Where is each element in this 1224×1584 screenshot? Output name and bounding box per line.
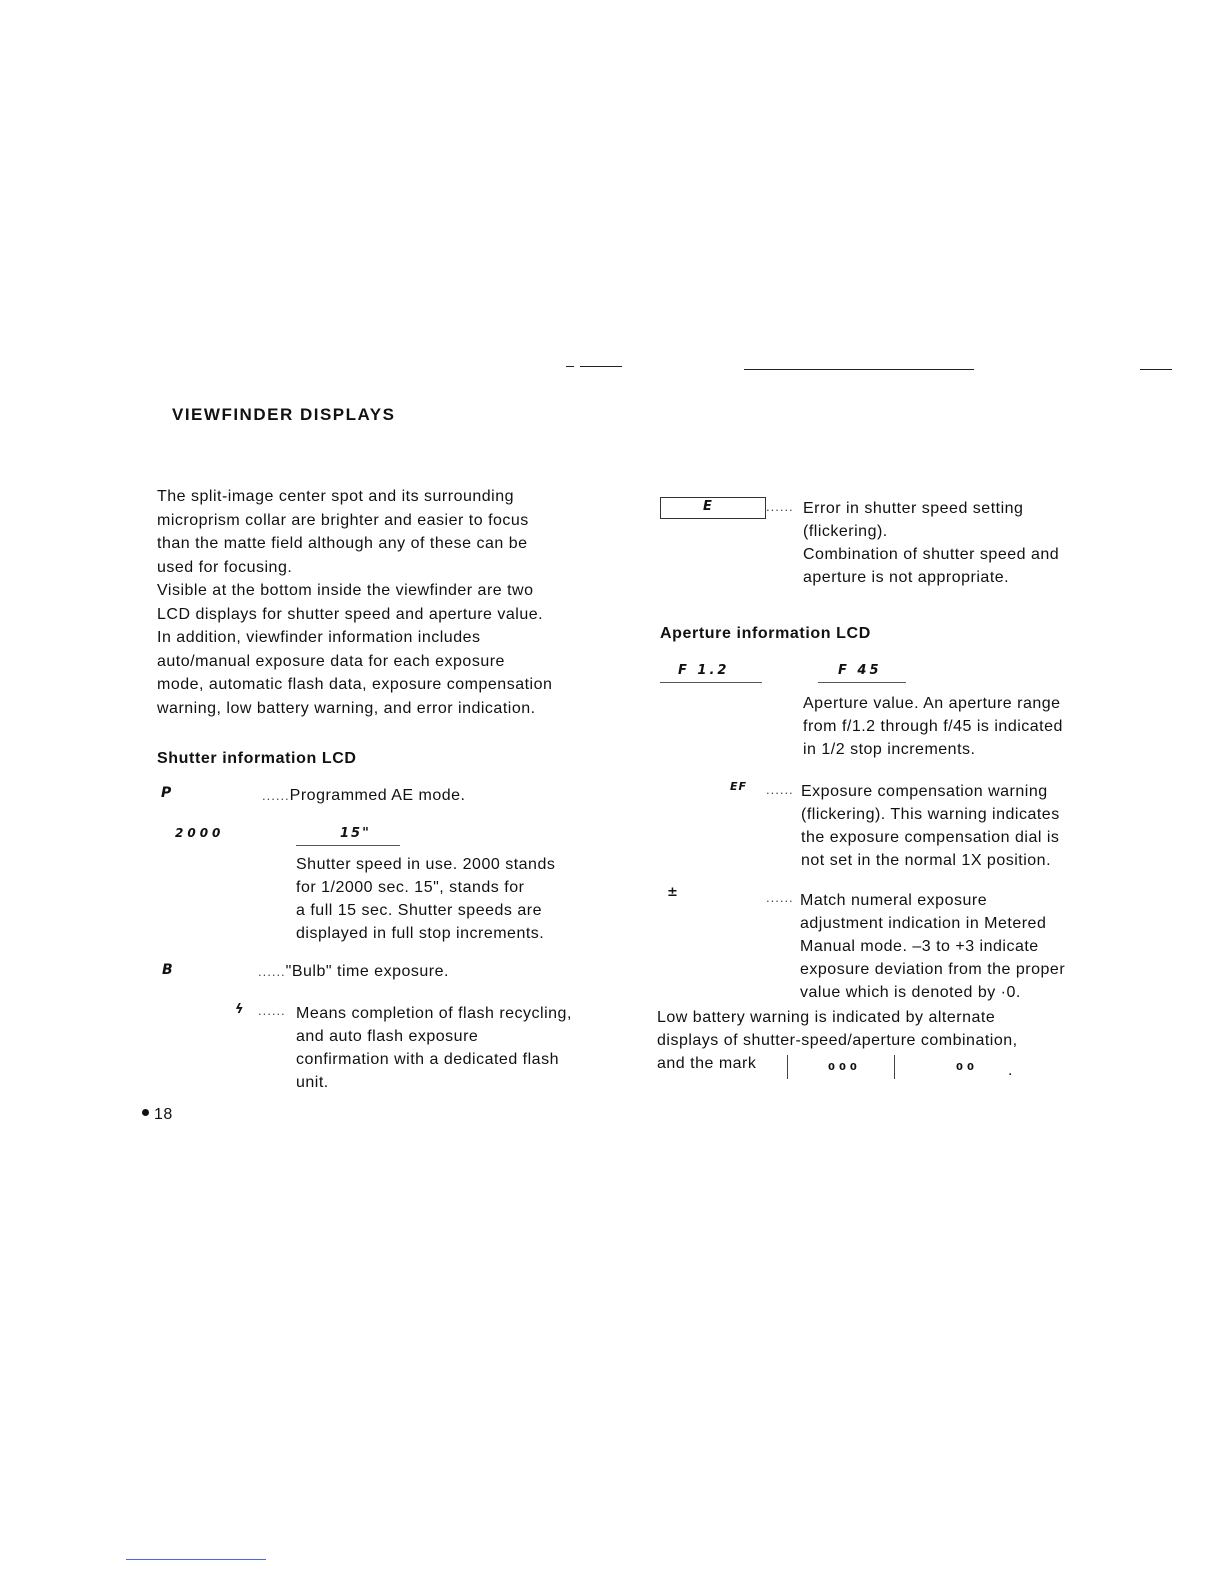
battery-line: displays of shutter-speed/aperture combination, [657, 1032, 1018, 1049]
bullet-icon [142, 1109, 149, 1116]
flash-line: Means completion of flash recycling, [296, 1005, 572, 1022]
bottom-rule [126, 1559, 266, 1560]
intro-line: mode, automatic flash data, exposure compensation [157, 676, 553, 693]
flash-line: confirmation with a dedicated flash [296, 1051, 559, 1068]
top-rule-2 [580, 366, 622, 367]
top-rule-4 [1140, 369, 1172, 370]
page-number-text: 18 [154, 1106, 173, 1123]
match-description [800, 889, 1140, 1004]
intro-paragraph [157, 485, 637, 720]
plus-minus-icon: ± [667, 885, 681, 900]
page-number [142, 1106, 173, 1124]
battery-mark-suffix: . [1008, 1062, 1013, 1079]
battery-mark-a: 000 [828, 1062, 861, 1073]
error-line: aperture is not appropriate. [803, 569, 1010, 586]
aperture-description [803, 692, 1143, 761]
match-line: exposure deviation from the proper [800, 961, 1066, 978]
leader-dots: ...... [766, 782, 794, 797]
ef-line: Exposure compensation warning [801, 783, 1048, 800]
leader-dots: ...... [766, 499, 794, 514]
top-rule-1 [566, 366, 574, 367]
intro-line: microprism collar are brighter and easier to focus [157, 511, 529, 529]
aperture-symbol-f12: F 1.2 [678, 663, 730, 678]
ef-line: the exposure compensation dial is [801, 829, 1060, 846]
intro-line: LCD displays for shutter speed and aperture value. [157, 605, 544, 623]
bulb-entry [258, 963, 449, 981]
intro-line: than the matte field although any of these can be [157, 535, 528, 552]
flash-ready-icon: ϟ [235, 1002, 247, 1017]
page-title: VIEWFINDER DISPLAYS [172, 405, 396, 424]
ef-line: (flickering). This warning indicates [801, 806, 1060, 823]
error-line: Combination of shutter speed and [803, 546, 1060, 563]
shutter-speed-symbol-2000: 2000 [175, 826, 225, 840]
aperture-line: from f/1.2 through f/45 is indicated [803, 718, 1063, 735]
intro-line: The split-image center spot and its surrounding [157, 488, 515, 505]
shutter-speed-line: for 1/2000 sec. 15", stands for [296, 879, 525, 896]
battery-line: Low battery warning is indicated by alternate [657, 1009, 996, 1026]
ef-symbol: EF [730, 780, 748, 793]
program-mode-symbol: P [161, 785, 175, 801]
match-line: value which is denoted by ·0. [800, 984, 1021, 1001]
bulb-symbol: B [162, 962, 176, 978]
flash-line: and auto flash exposure [296, 1028, 479, 1045]
match-line: Manual mode. –3 to +3 indicate [800, 938, 1039, 955]
aperture-symbol-f45: F 45 [838, 663, 882, 678]
intro-line: auto/manual exposure data for each exposure [157, 652, 505, 670]
flash-description [296, 1002, 636, 1094]
error-description [803, 497, 1133, 589]
shutter-speed-symbol-15s: 15" [340, 826, 371, 841]
shutter-speed-line: displayed in full stop increments. [296, 925, 545, 942]
leader-dots: ...... [258, 1003, 286, 1018]
flash-line: unit. [296, 1074, 329, 1091]
error-line: (flickering). [803, 523, 888, 540]
battery-description [657, 1006, 1137, 1075]
match-line: Match numeral exposure [800, 892, 988, 909]
aperture-line: Aperture value. An aperture range [803, 695, 1061, 712]
top-rule-3 [744, 369, 974, 370]
shutter-speed-description [296, 853, 626, 945]
shutter-section-heading: Shutter information LCD [157, 750, 357, 767]
ef-line: not set in the normal 1X position. [801, 852, 1052, 869]
intro-line: used for focusing. [157, 558, 293, 576]
intro-line: Visible at the bottom inside the viewfinder are two [157, 582, 534, 599]
error-symbol: E [703, 499, 715, 514]
intro-line: In addition, viewfinder information includes [157, 629, 481, 646]
aperture-line: in 1/2 stop increments. [803, 741, 976, 758]
aperture-section-heading: Aperture information LCD [660, 625, 871, 642]
leader-dots: ...... [258, 964, 286, 979]
program-mode-entry [262, 787, 465, 805]
battery-mark-prefix: and the mark [657, 1055, 757, 1072]
intro-line: warning, low battery warning, and error indication. [157, 699, 536, 717]
leader-dots: ...... [262, 788, 290, 803]
leader-dots: ...... [766, 890, 794, 905]
shutter-speed-line: a full 15 sec. Shutter speeds are [296, 902, 542, 919]
shutter-speed-line: Shutter speed in use. 2000 stands [296, 856, 556, 873]
match-line: adjustment indication in Metered [800, 915, 1047, 932]
bulb-text: "Bulb" time exposure. [285, 963, 449, 980]
battery-mark-line [657, 1052, 1137, 1075]
ef-description [801, 780, 1141, 872]
error-line: Error in shutter speed setting [803, 500, 1024, 517]
program-mode-text: Programmed AE mode. [289, 787, 466, 804]
battery-mark-b: 00 [956, 1062, 978, 1073]
